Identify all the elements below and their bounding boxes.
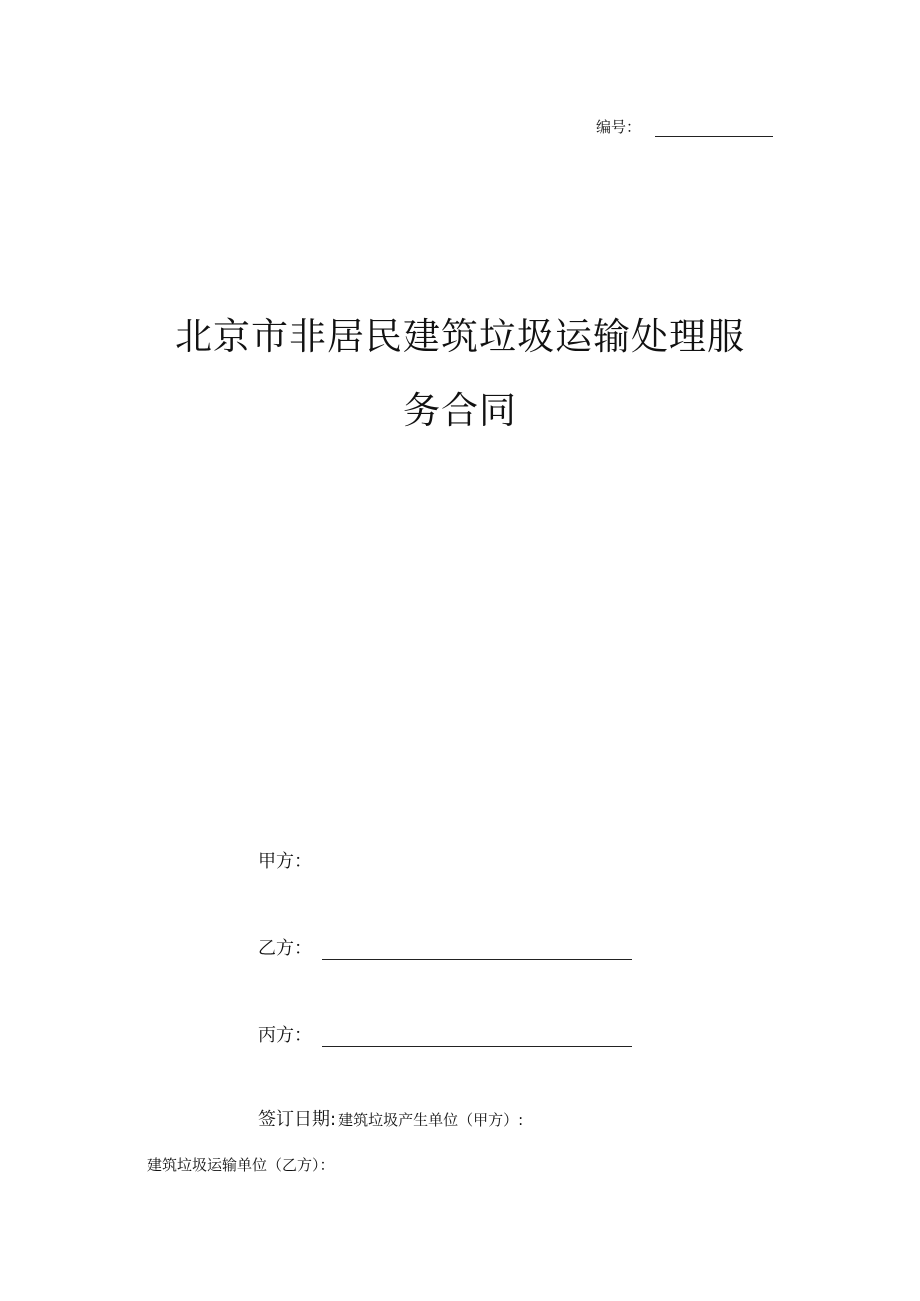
contract-title-line2: 务合同	[403, 389, 517, 432]
contract-title-line1: 北京市非居民建筑垃圾运输处理服	[175, 315, 745, 358]
producer-unit-label: 建筑垃圾产生单位（甲方）:	[338, 1111, 524, 1129]
party-c-label: 丙方：	[258, 1025, 312, 1046]
party-b-label: 乙方：	[258, 938, 312, 959]
contract-number-row	[596, 116, 773, 137]
party-a-row	[258, 847, 312, 873]
contract-number-label: 编号：	[596, 118, 642, 136]
party-c-row	[258, 1021, 632, 1047]
transport-unit-label: 建筑垃圾运输单位（乙方）：	[147, 1156, 335, 1174]
party-a-label: 甲方：	[258, 851, 312, 872]
party-b-row	[258, 934, 632, 960]
party-b-blank[interactable]	[322, 941, 632, 960]
party-c-blank[interactable]	[322, 1028, 632, 1047]
signing-date-row	[258, 1105, 523, 1131]
signing-date-label: 签订日期:	[258, 1109, 337, 1130]
contract-number-blank[interactable]	[655, 122, 773, 137]
